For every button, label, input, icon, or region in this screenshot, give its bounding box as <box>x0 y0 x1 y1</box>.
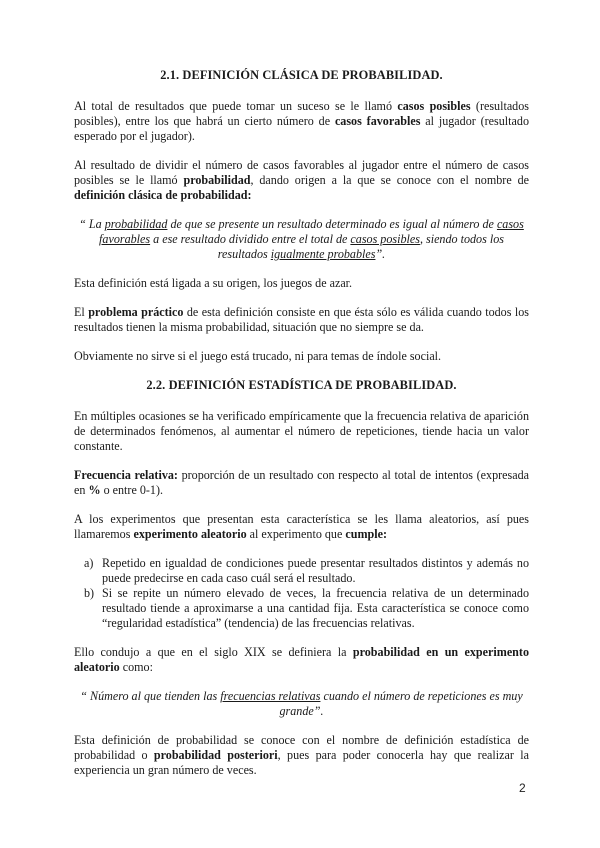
text-run: Al total de resultados que puede tomar un suceso se le llamó <box>74 99 398 113</box>
text-run: , dando origen a la que se conoce con el nombre de <box>250 173 529 187</box>
text-run: o entre 0-1). <box>100 483 164 497</box>
underlined-term: igualmente probables <box>270 247 376 261</box>
section-heading-statistical: 2.2. DEFINICIÓN ESTADÍSTICA DE PROBABILIDAD. <box>146 378 457 392</box>
section-heading-classical: 2.1. DEFINICIÓN CLÁSICA DE PROBABILIDAD. <box>160 68 443 82</box>
bold-term: probabilidad posteriori <box>153 748 278 762</box>
underlined-term: frecuencias relativas <box>220 689 321 703</box>
bold-term: problema práctico <box>88 305 184 319</box>
paragraph-origin: Esta definición está ligada a su origen, los juegos de azar. <box>74 276 353 290</box>
quote-run: cuando el número de repeticiones es muy grande”. <box>279 689 523 718</box>
quote-run: “ La <box>79 217 105 231</box>
underlined-term: probabilidad <box>104 217 168 231</box>
quote-run: de que se presente un resultado determinado es igual al número de <box>167 217 497 231</box>
text-run: Ello condujo a que en el siglo XIX se definiera la <box>74 645 353 659</box>
bold-term: experimento aleatorio <box>133 527 247 541</box>
paragraph-experimento-aleatorio <box>74 512 529 542</box>
text-run: El <box>74 305 89 319</box>
bold-term: % <box>88 483 101 497</box>
bold-term: probabilidad en un experimento aleatorio <box>74 645 529 674</box>
text-run: Al resultado de dividir el número de casos favorables al jugador entre el número de casos posibles se le llamó <box>74 158 529 187</box>
text-run: , pues para poder conocerla hay que realizar la experiencia un gran número de veces. <box>74 748 530 777</box>
quote-statistical-definition <box>74 689 529 719</box>
text-run: al jugador (resultado esperado por el jugador). <box>74 114 529 143</box>
paragraph-siglo-xix <box>74 645 529 675</box>
bold-term: casos favorables <box>334 114 421 128</box>
list-item-text: Si se repite un número elevado de veces, la frecuencia relativa de un determinado resultado tiende a aproximarse a una cantidad fija. Esta característica se conoce como “regularidad estadística” (tendencia) de las frecuencias relativas. <box>102 586 529 630</box>
paragraph-trucado: Obviamente no sirve si el juego está trucado, ni para temas de índole social. <box>74 349 442 363</box>
bold-term: definición clásica de probabilidad: <box>74 188 252 202</box>
text-run: al experimento que <box>246 527 346 541</box>
quote-run: ”. <box>375 247 386 261</box>
list-item-text: Repetido en igualdad de condiciones puede presentar resultados distintos y además no puede predecirse en cada caso cuál será el resultado. <box>102 556 529 585</box>
document-page <box>74 68 529 792</box>
bold-term: Frecuencia relativa: <box>74 468 178 482</box>
text-run: Esta definición de probabilidad se conoce con el nombre de definición estadística de probabilidad o <box>74 733 529 762</box>
quote-run: a ese resultado dividido entre el total de <box>150 232 351 246</box>
paragraph-problema-practico <box>74 305 529 335</box>
conditions-list <box>74 556 529 631</box>
bold-term: cumple: <box>345 527 388 541</box>
paragraph-probabilidad <box>74 158 529 203</box>
bold-term: probabilidad <box>183 173 251 187</box>
quote-run: “ Número al que tienden las <box>80 689 221 703</box>
bold-term: casos posibles <box>397 99 471 113</box>
paragraph-frecuencia-empirica: En múltiples ocasiones se ha verificado empíricamente que la frecuencia relativa de aparición de determinados fenómenos, al aumentar el número de repeticiones, tiende hacia un valor constante. <box>74 409 529 453</box>
list-marker: a) <box>84 556 94 570</box>
text-run: (resultados posibles), entre los que habrá un cierto número de <box>74 99 529 128</box>
paragraph-frecuencia-relativa <box>74 468 529 498</box>
quote-run: , siendo todos los resultados <box>217 232 504 261</box>
list-item <box>84 556 529 586</box>
paragraph-probabilidad-posteriori <box>74 733 529 778</box>
list-item <box>84 586 529 631</box>
underlined-term: casos favorables <box>99 217 524 246</box>
text-run: como: <box>119 660 153 674</box>
text-run: proporción de un resultado con respecto al total de intentos (expresada en <box>74 468 530 497</box>
paragraph-casos-posibles <box>74 99 529 144</box>
underlined-term: casos posibles <box>350 232 420 246</box>
text-run: de esta definición consiste en que ésta sólo es válida cuando todos los resultados tienen la misma probabilidad, situación que no siempre se da. <box>74 305 529 334</box>
quote-classical-definition <box>74 217 529 262</box>
list-marker: b) <box>84 586 95 600</box>
page-number: 2 <box>519 781 526 795</box>
text-run: A los experimentos que presentan esta característica se les llama aleatorios, así pues llamaremos <box>74 512 529 541</box>
